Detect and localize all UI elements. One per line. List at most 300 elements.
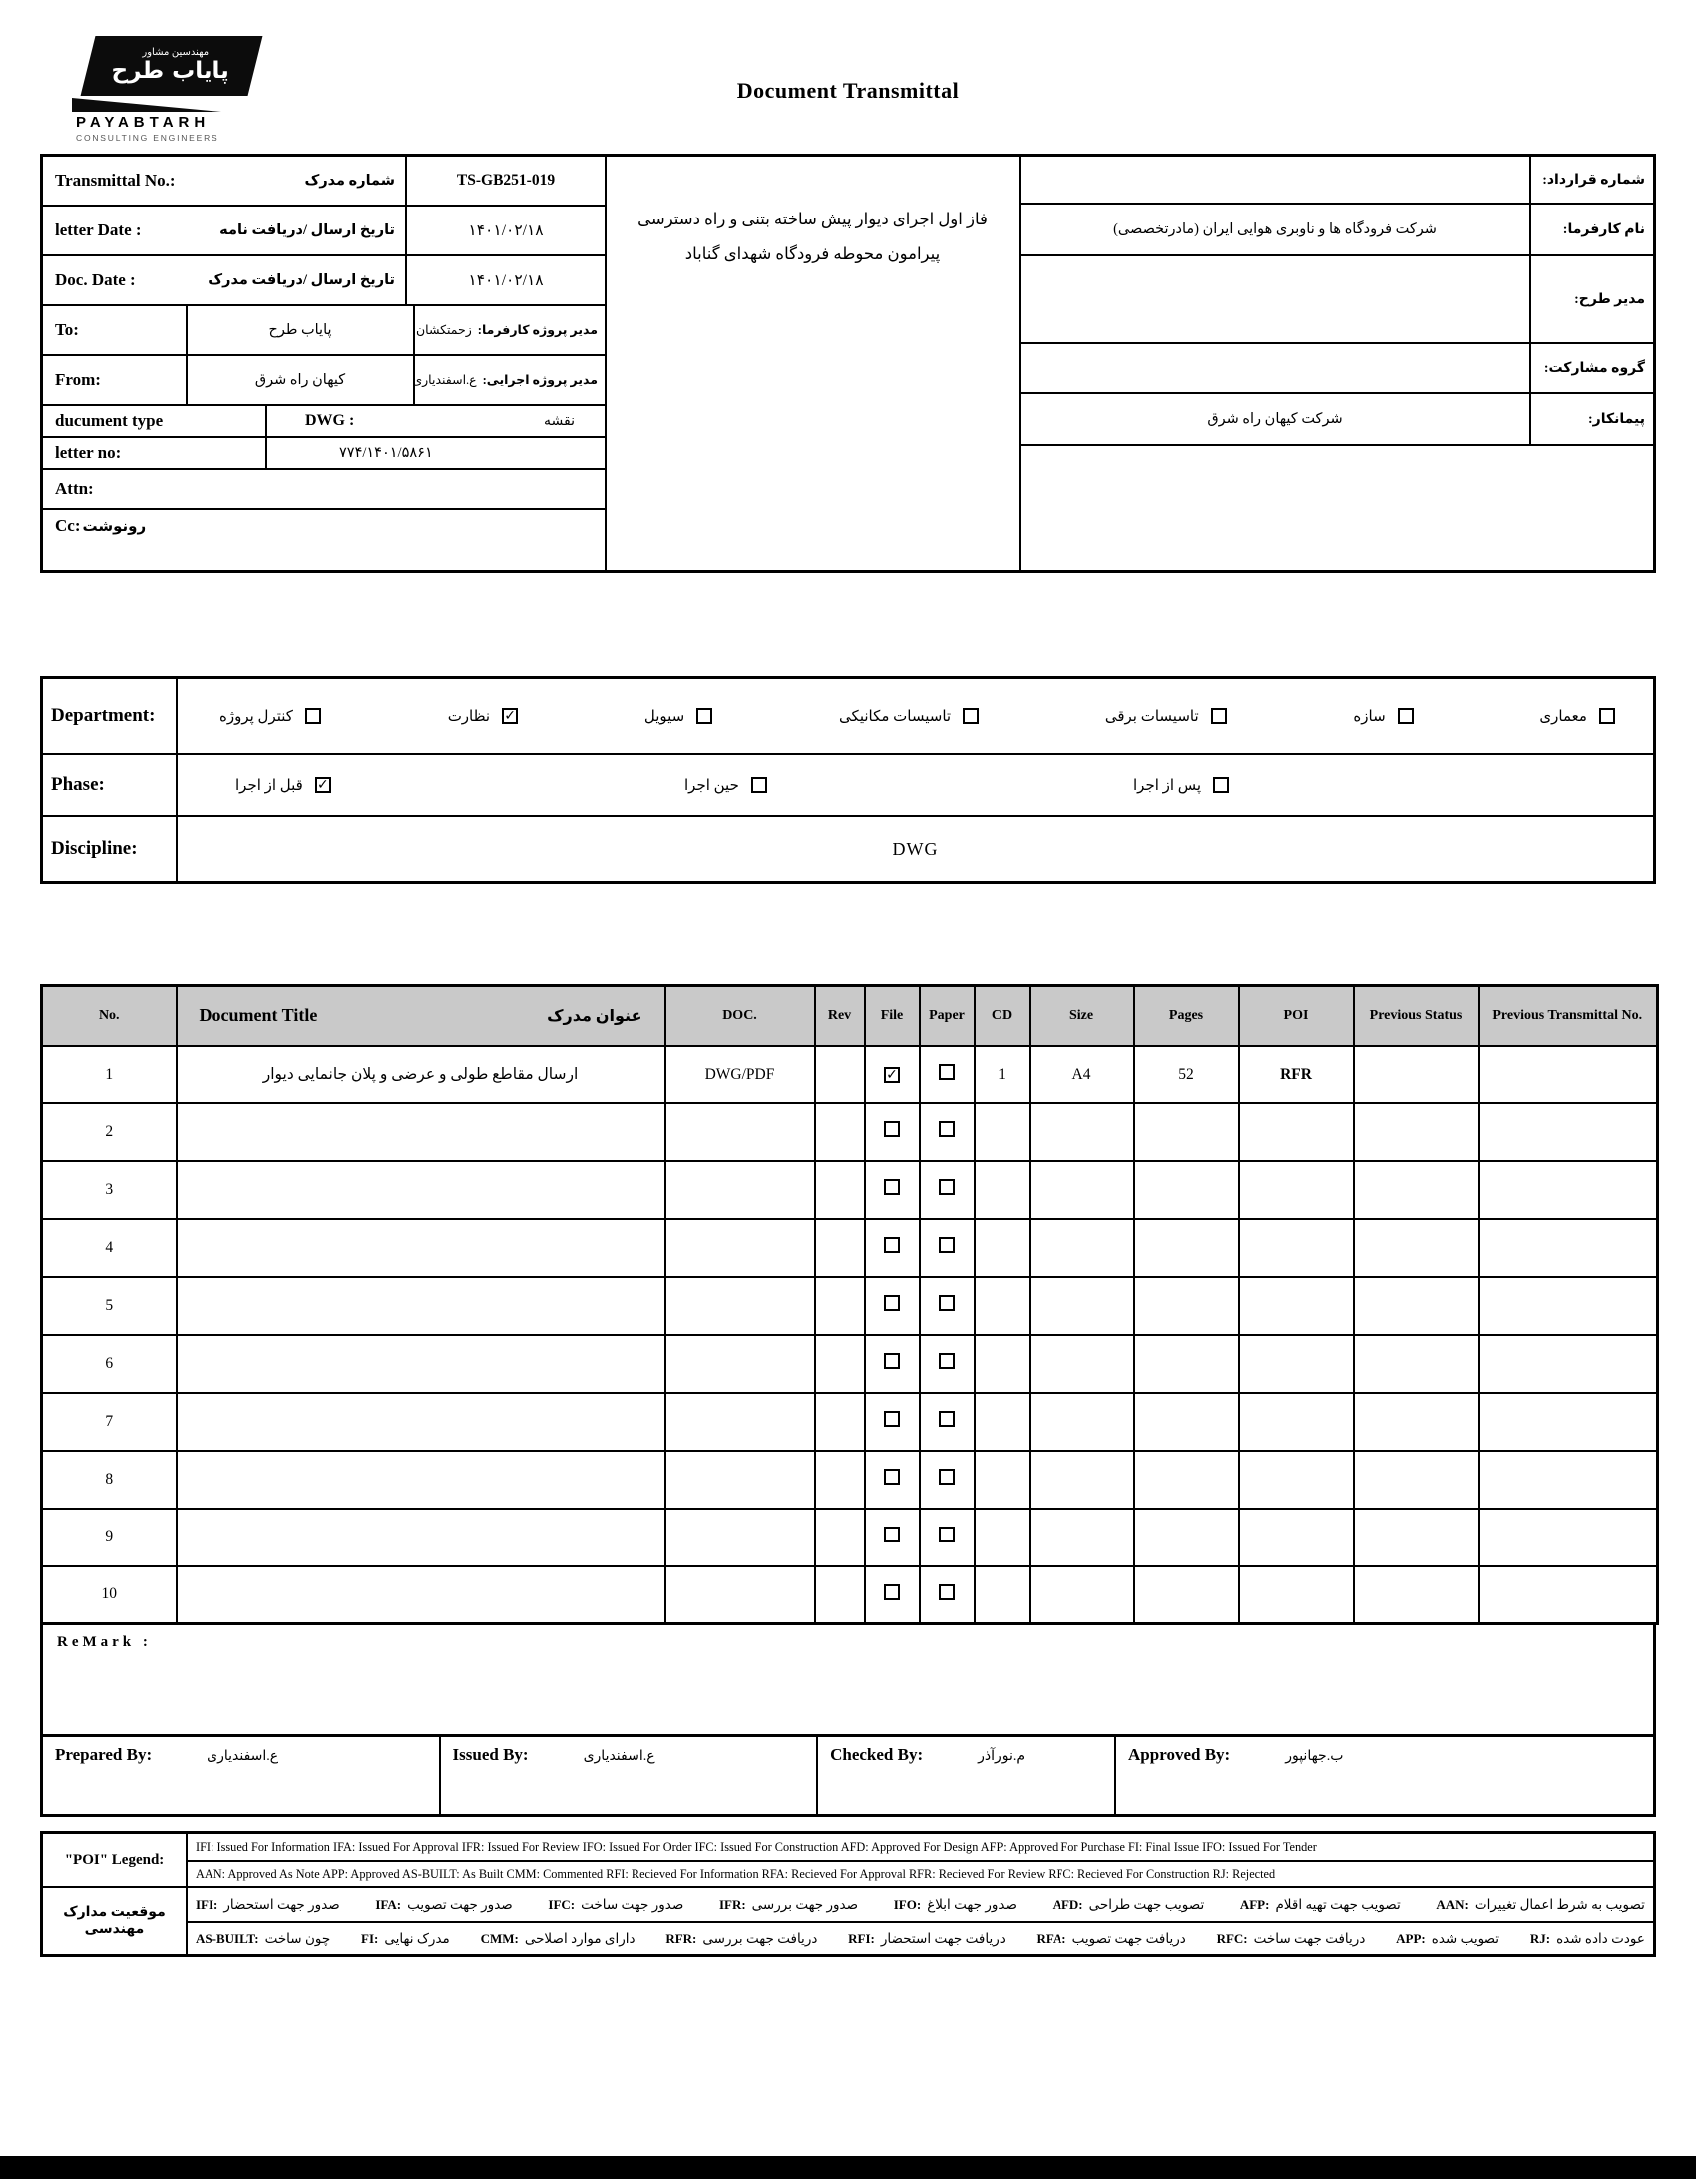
row-cd — [975, 1161, 1030, 1219]
legend-entry-code: APP: — [1396, 1930, 1426, 1946]
cc-label-en: Cc: — [55, 516, 81, 535]
document-row — [42, 1509, 1658, 1566]
legend-entry — [548, 1897, 683, 1913]
row-number: 6 — [42, 1335, 177, 1393]
department-option — [644, 707, 712, 726]
legend-entry-text: صدور جهت ابلاغ — [927, 1896, 1017, 1912]
document-row — [42, 1451, 1658, 1509]
row-poi — [1239, 1277, 1354, 1335]
row-previous-transmittal — [1479, 1335, 1658, 1393]
paper-checkbox[interactable] — [939, 1237, 955, 1253]
legend-entry — [1396, 1931, 1499, 1947]
row-doc-format — [665, 1277, 815, 1335]
row-file-cell — [865, 1566, 920, 1624]
row-pages — [1134, 1103, 1239, 1161]
paper-checkbox[interactable] — [939, 1469, 955, 1485]
legend-entry-text: چون ساخت — [264, 1930, 331, 1946]
phase-checkbox[interactable] — [1213, 777, 1229, 793]
document-type-value-fa: نقشه — [544, 413, 575, 429]
legend-entry-text: دارای موارد اصلاحی — [524, 1930, 636, 1946]
contract-label: پیمانکار: — [1529, 394, 1653, 444]
row-poi — [1239, 1219, 1354, 1277]
row-number: 1 — [42, 1046, 177, 1103]
row-document-title — [177, 1335, 665, 1393]
paper-checkbox[interactable] — [939, 1527, 955, 1542]
row-previous-transmittal — [1479, 1566, 1658, 1624]
file-checkbox[interactable] — [884, 1527, 900, 1542]
legend-entry — [196, 1931, 330, 1947]
transmittal-no-label-fa: شماره مدرک — [304, 172, 395, 189]
row-cd — [975, 1451, 1030, 1509]
discipline-row — [43, 817, 1653, 881]
page-header — [40, 36, 1656, 154]
subject-line-2: پیرامون محوطه فرودگاه شهدای گناباد — [684, 243, 941, 263]
legend-entry-text: دریافت جهت ساخت — [1253, 1930, 1366, 1946]
legend-entry-text: صدور جهت بررسی — [751, 1896, 859, 1912]
department-option-label: سازه — [1353, 708, 1386, 725]
legend-entry — [1037, 1931, 1186, 1947]
poi-legend-block — [43, 1834, 1653, 1886]
signature-label: Approved By: — [1128, 1745, 1231, 1764]
phase-options — [178, 755, 1653, 815]
legend-entry-code: IFC: — [548, 1896, 576, 1912]
attn-row — [43, 470, 605, 510]
file-checkbox[interactable] — [884, 1584, 900, 1600]
legend-entry — [1530, 1931, 1645, 1947]
legend-entry — [361, 1931, 450, 1947]
row-paper-cell — [920, 1161, 975, 1219]
letter-date-row — [43, 207, 605, 256]
col-no-header: No. — [42, 986, 177, 1046]
row-previous-transmittal — [1479, 1161, 1658, 1219]
row-rev — [815, 1046, 865, 1103]
from-value: کیهان راه شرق — [254, 371, 346, 388]
discipline-value: DWG — [892, 838, 939, 859]
col-prev-transmittal-header: Previous Transmittal No. — [1479, 986, 1658, 1046]
signature-name: ب.جهانپور — [1285, 1749, 1344, 1764]
row-doc-format — [665, 1219, 815, 1277]
row-poi — [1239, 1566, 1354, 1624]
document-row — [42, 1103, 1658, 1161]
row-pages — [1134, 1277, 1239, 1335]
contract-value — [1021, 157, 1529, 203]
row-number: 9 — [42, 1509, 177, 1566]
signature-cell — [441, 1737, 819, 1814]
file-checkbox[interactable] — [884, 1295, 900, 1311]
row-file-cell — [865, 1335, 920, 1393]
paper-checkbox[interactable] — [939, 1411, 955, 1427]
legend-entry-text: مدرک نهایی — [384, 1930, 450, 1946]
fa-legend-block — [43, 1886, 1653, 1954]
signature-label: Checked By: — [830, 1745, 924, 1764]
signature-label: Prepared By: — [55, 1745, 153, 1764]
legend-entry-text: دریافت جهت بررسی — [702, 1930, 818, 1946]
legend-line-fa-1 — [188, 1888, 1653, 1921]
phase-option-label: پس از اجرا — [1133, 777, 1202, 794]
legend-entry-text: تصویب شده — [1431, 1930, 1500, 1946]
row-paper-cell — [920, 1103, 975, 1161]
legend-entry-code: IFR: — [718, 1896, 746, 1912]
row-rev — [815, 1219, 865, 1277]
row-rev — [815, 1103, 865, 1161]
legend-entry — [481, 1931, 636, 1947]
contract-label: نام کارفرما: — [1529, 205, 1653, 254]
legend-entry — [375, 1897, 512, 1913]
department-option — [839, 707, 979, 726]
documents-header-row — [42, 986, 1658, 1046]
legend-entry-code: RFC: — [1216, 1930, 1248, 1946]
row-previous-transmittal — [1479, 1509, 1658, 1566]
row-poi — [1239, 1393, 1354, 1451]
row-size — [1030, 1277, 1134, 1335]
legend-entry — [1217, 1931, 1366, 1947]
client-pm-label: مدیر پروژه کارفرما: — [477, 323, 598, 337]
transmittal-no-row — [43, 157, 605, 207]
legend-entry-code: CMM: — [480, 1930, 519, 1946]
department-checkbox[interactable] — [1398, 708, 1414, 724]
row-previous-status — [1354, 1103, 1479, 1161]
phase-option-label: قبل از اجرا — [235, 777, 303, 794]
legend-entry-text: صدور جهت تصویب — [407, 1896, 513, 1912]
logo-name-fa: پایاب طرح — [111, 57, 229, 84]
cc-label-fa: رونوشت — [82, 519, 147, 535]
row-cd — [975, 1277, 1030, 1335]
row-document-title — [177, 1566, 665, 1624]
row-poi — [1239, 1161, 1354, 1219]
row-previous-status — [1354, 1509, 1479, 1566]
row-file-cell — [865, 1046, 920, 1103]
row-previous-status — [1354, 1335, 1479, 1393]
legend-entry-code: AAN: — [1436, 1896, 1469, 1912]
subject-block — [607, 157, 1021, 570]
department-label: Department: — [43, 679, 178, 753]
discipline-label: Discipline: — [43, 817, 178, 881]
document-row — [42, 1335, 1658, 1393]
paper-checkbox[interactable] — [939, 1064, 955, 1080]
row-previous-transmittal — [1479, 1219, 1658, 1277]
contract-label: گروه مشارکت: — [1529, 344, 1653, 392]
row-pages — [1134, 1509, 1239, 1566]
department-option-label: تاسیسات برقی — [1104, 708, 1199, 725]
col-doc-header: DOC. — [665, 986, 815, 1046]
file-checkbox[interactable] — [884, 1469, 900, 1485]
row-document-title — [177, 1103, 665, 1161]
legend-entry — [1240, 1897, 1401, 1913]
row-size — [1030, 1566, 1134, 1624]
row-document-title — [177, 1277, 665, 1335]
row-poi — [1239, 1335, 1354, 1393]
col-title-header-en: Document Title — [199, 1005, 318, 1026]
phase-checkbox[interactable] — [315, 777, 331, 793]
row-pages — [1134, 1566, 1239, 1624]
paper-checkbox[interactable] — [939, 1584, 955, 1600]
row-rev — [815, 1566, 865, 1624]
legend-entry-code: RJ: — [1529, 1930, 1551, 1946]
legend-entry-text: تصویب جهت تهیه اقلام — [1275, 1896, 1401, 1912]
file-checkbox[interactable] — [884, 1067, 900, 1083]
contract-row — [1021, 205, 1653, 256]
row-size — [1030, 1335, 1134, 1393]
signature-cell — [818, 1737, 1116, 1814]
row-file-cell — [865, 1161, 920, 1219]
department-row — [43, 679, 1653, 755]
row-previous-transmittal — [1479, 1451, 1658, 1509]
contract-label: مدیر طرح: — [1529, 256, 1653, 342]
attn-label: Attn: — [55, 479, 94, 498]
paper-checkbox[interactable] — [939, 1121, 955, 1137]
contract-block — [1021, 157, 1653, 570]
row-doc-format — [665, 1566, 815, 1624]
scan-edge-bar — [0, 2156, 1696, 2179]
exec-pm-label: مدیر پروژه اجرایی: — [482, 373, 598, 387]
row-file-cell — [865, 1451, 920, 1509]
col-pages-header: Pages — [1134, 986, 1239, 1046]
contract-row — [1021, 157, 1653, 205]
phase-option — [684, 776, 1133, 795]
paper-checkbox[interactable] — [939, 1353, 955, 1369]
legend-entry-code: AFP: — [1239, 1896, 1270, 1912]
row-document-title — [177, 1219, 665, 1277]
document-type-value: DWG : — [305, 412, 355, 429]
department-option-label: نظارت — [447, 708, 491, 725]
document-type-label: ducument type — [43, 406, 267, 436]
col-size-header: Size — [1030, 986, 1134, 1046]
row-file-cell — [865, 1393, 920, 1451]
to-row — [43, 306, 605, 356]
transmittal-no-value: TS-GB251-019 — [405, 157, 605, 205]
cc-row — [43, 510, 605, 570]
row-cd — [975, 1103, 1030, 1161]
signature-cell — [1116, 1737, 1653, 1814]
row-pages — [1134, 1335, 1239, 1393]
row-paper-cell — [920, 1335, 975, 1393]
col-file-header: File — [865, 986, 920, 1046]
row-cd — [975, 1219, 1030, 1277]
transmittal-no-label-en: Transmittal No.: — [55, 171, 176, 190]
classification-table — [40, 676, 1656, 884]
doc-date-label-en: Doc. Date : — [55, 270, 136, 289]
row-doc-format — [665, 1393, 815, 1451]
row-file-cell — [865, 1219, 920, 1277]
col-title-header — [177, 986, 665, 1046]
row-previous-status — [1354, 1046, 1479, 1103]
row-paper-cell — [920, 1219, 975, 1277]
doc-date-label-fa: تاریخ ارسال /دریافت مدرک — [208, 271, 395, 288]
department-checkbox[interactable] — [963, 708, 979, 724]
signature-name: ع.اسفندیاری — [583, 1749, 655, 1764]
row-document-title — [177, 1509, 665, 1566]
to-value: پایاب طرح — [268, 321, 332, 338]
remark-section — [40, 1625, 1656, 1737]
legend-entry — [894, 1897, 1017, 1913]
row-rev — [815, 1393, 865, 1451]
row-cd — [975, 1509, 1030, 1566]
row-pages — [1134, 1393, 1239, 1451]
legend-entry — [1053, 1897, 1205, 1913]
department-option-label: معماری — [1539, 708, 1587, 725]
subject-line-1: فاز اول اجرای دیوار پیش ساخته بتنی و راه دسترسی — [637, 210, 988, 228]
row-rev — [815, 1335, 865, 1393]
row-number: 4 — [42, 1219, 177, 1277]
letter-no-label: letter no: — [43, 438, 267, 468]
legend-entry-text: عودت داده شده — [1556, 1930, 1645, 1946]
legend-entry-text: تصویب جهت طراحی — [1088, 1896, 1205, 1912]
row-cd — [975, 1335, 1030, 1393]
signature-row — [40, 1737, 1656, 1817]
row-paper-cell — [920, 1393, 975, 1451]
department-option-label: کنترل پروژه — [219, 708, 293, 725]
row-doc-format — [665, 1161, 815, 1219]
department-option — [1353, 707, 1413, 726]
row-file-cell — [865, 1277, 920, 1335]
col-rev-header: Rev — [815, 986, 865, 1046]
legend-entry-code: IFI: — [196, 1896, 218, 1912]
department-option — [1539, 707, 1615, 726]
transmittal-left-block — [43, 157, 607, 570]
row-paper-cell — [920, 1046, 975, 1103]
row-rev — [815, 1451, 865, 1509]
row-poi — [1239, 1451, 1354, 1509]
legend-line-fa-2 — [188, 1921, 1653, 1954]
row-cd — [975, 1566, 1030, 1624]
document-row — [42, 1046, 1658, 1103]
col-cd-header: CD — [975, 986, 1030, 1046]
letter-date-label-en: letter Date : — [55, 220, 142, 239]
phase-label: Phase: — [43, 755, 178, 815]
row-previous-status — [1354, 1451, 1479, 1509]
department-option-label: تاسیسات مکانیکی — [839, 708, 952, 725]
row-previous-transmittal — [1479, 1046, 1658, 1103]
legend-entry-text: تصویب به شرط اعمال تغییرات — [1474, 1896, 1645, 1912]
client-pm-value: زحمتکشان — [415, 323, 472, 337]
document-row — [42, 1161, 1658, 1219]
document-type-row — [43, 406, 605, 438]
row-size — [1030, 1509, 1134, 1566]
remark-label: ReMark : — [57, 1634, 152, 1650]
contract-value: شرکت کیهان راه شرق — [1207, 410, 1343, 427]
legend-entry — [848, 1931, 1006, 1947]
file-checkbox[interactable] — [884, 1353, 900, 1369]
phase-option-label: حین اجرا — [684, 777, 739, 794]
row-paper-cell — [920, 1451, 975, 1509]
documents-table — [40, 984, 1659, 1625]
poi-legend-label: "POI" Legend: — [43, 1834, 188, 1886]
paper-checkbox[interactable] — [939, 1295, 955, 1311]
row-paper-cell — [920, 1509, 975, 1566]
file-checkbox[interactable] — [884, 1237, 900, 1253]
col-poi-header: POI — [1239, 986, 1354, 1046]
row-number: 2 — [42, 1103, 177, 1161]
row-number: 10 — [42, 1566, 177, 1624]
signature-cell — [43, 1737, 441, 1814]
row-size — [1030, 1103, 1134, 1161]
row-file-cell — [865, 1103, 920, 1161]
letter-no-row — [43, 438, 605, 470]
department-checkbox[interactable] — [502, 708, 518, 724]
department-checkbox[interactable] — [696, 708, 712, 724]
row-doc-format — [665, 1509, 815, 1566]
department-checkbox[interactable] — [1211, 708, 1227, 724]
contract-label: شماره قرارداد: — [1529, 157, 1653, 203]
row-paper-cell — [920, 1277, 975, 1335]
row-poi — [1239, 1103, 1354, 1161]
phase-row — [43, 755, 1653, 817]
legend-entry-code: IFA: — [375, 1896, 402, 1912]
department-checkbox[interactable] — [305, 708, 321, 724]
page-title: Document Transmittal — [736, 78, 960, 103]
row-size: A4 — [1030, 1046, 1134, 1103]
row-number: 8 — [42, 1451, 177, 1509]
row-pages: 52 — [1134, 1046, 1239, 1103]
document-row — [42, 1219, 1658, 1277]
signature-label: Issued By: — [452, 1745, 529, 1764]
document-row — [42, 1566, 1658, 1624]
contract-row — [1021, 344, 1653, 394]
row-number: 7 — [42, 1393, 177, 1451]
file-checkbox[interactable] — [884, 1411, 900, 1427]
legend-entry — [1436, 1897, 1645, 1913]
transmittal-info-table — [40, 154, 1656, 573]
file-checkbox[interactable] — [884, 1179, 900, 1195]
department-checkbox[interactable] — [1599, 708, 1615, 724]
row-poi — [1239, 1509, 1354, 1566]
legend-entry-code: RFR: — [665, 1930, 697, 1946]
client-pm-cell — [413, 306, 605, 354]
document-row — [42, 1277, 1658, 1335]
legend-entry — [665, 1931, 817, 1947]
row-cd — [975, 1393, 1030, 1451]
row-size — [1030, 1393, 1134, 1451]
row-document-title: ارسال مقاطع طولی و عرضی و پلان جانمایی دیوار — [177, 1046, 665, 1103]
legend-entry-code: RFA: — [1036, 1930, 1066, 1946]
row-rev — [815, 1277, 865, 1335]
phase-checkbox[interactable] — [751, 777, 767, 793]
row-cd: 1 — [975, 1046, 1030, 1103]
row-doc-format: DWG/PDF — [665, 1046, 815, 1103]
row-previous-status — [1354, 1393, 1479, 1451]
legend-entry-code: AS-BUILT: — [196, 1930, 259, 1946]
legend-section — [40, 1831, 1656, 1957]
exec-pm-cell — [413, 356, 605, 404]
row-pages — [1134, 1219, 1239, 1277]
from-label: From: — [43, 356, 188, 404]
department-option — [448, 707, 518, 726]
legend-entry-code: RFI: — [848, 1930, 875, 1946]
row-doc-format — [665, 1335, 815, 1393]
department-option-label: سیویل — [643, 708, 685, 725]
legend-entry-text: صدور جهت استحضار — [223, 1896, 340, 1912]
row-file-cell — [865, 1509, 920, 1566]
document-row — [42, 1393, 1658, 1451]
legend-entry — [719, 1897, 858, 1913]
logo-tagline-en: CONSULTING ENGINEERS — [76, 133, 219, 143]
row-previous-transmittal — [1479, 1103, 1658, 1161]
legend-line-en: IFI: Issued For Information IFA: Issued For Approval IFR: Issued For Review IFO: Issued For Order IFC: Issued For Construction AFD: Approved For Design AFP: Approved For Purchase FI: Final Issue IFO: Issued For Tender — [196, 1839, 1317, 1854]
legend-entry-text: صدور جهت ساخت — [581, 1896, 684, 1912]
fa-legend-label: موقعیت مدارک مهندسی — [43, 1888, 188, 1954]
phase-option — [1133, 776, 1653, 795]
phase-option — [235, 776, 684, 795]
to-label: To: — [43, 306, 188, 354]
doc-date-row — [43, 256, 605, 306]
row-size — [1030, 1451, 1134, 1509]
logo-english-block — [70, 114, 299, 143]
row-poi: RFR — [1239, 1046, 1354, 1103]
paper-checkbox[interactable] — [939, 1179, 955, 1195]
row-previous-transmittal — [1479, 1393, 1658, 1451]
file-checkbox[interactable] — [884, 1121, 900, 1137]
signature-name: ع.اسفندیاری — [207, 1749, 279, 1764]
